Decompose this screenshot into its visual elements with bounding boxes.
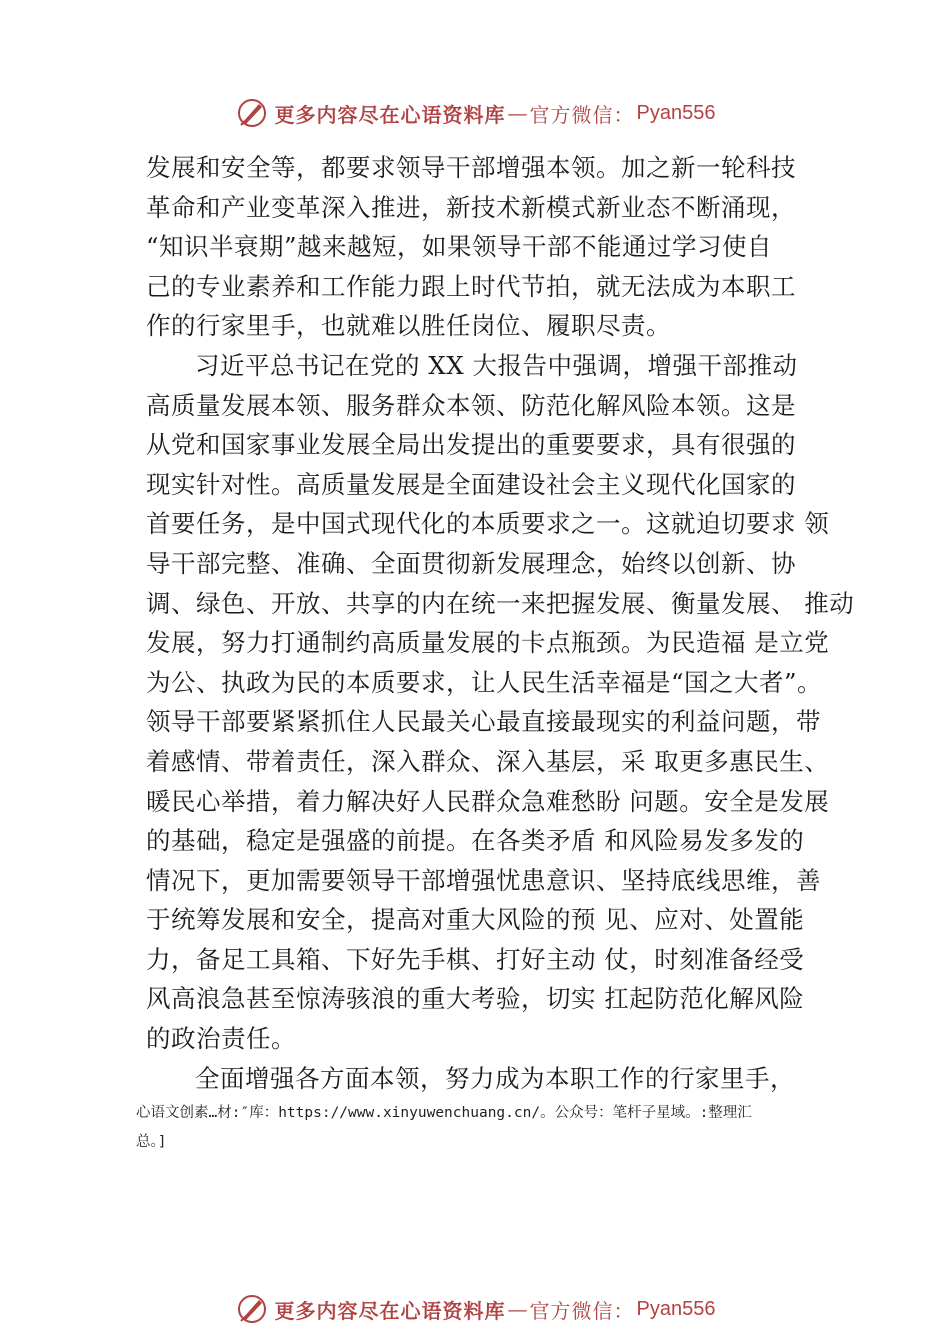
text-line: 的基础，稳定是强盛的前提。在各类矛盾 和风险易发多发的	[146, 826, 805, 856]
header-banner	[0, 93, 950, 133]
text-line: “知识半衰期”越来越短，如果领导干部不能通过学习使自	[146, 232, 773, 262]
paragraph-start-line: 全面增强各方面本领，努力成为本职工作的行家里手，	[195, 1063, 795, 1093]
banner-wechat-id: Pyan556	[636, 101, 716, 124]
text-line: 现实针对性。高质量发展是全面建设社会主义现代化国家的	[146, 469, 796, 499]
text-line: 高质量发展本领、服务群众本领、防范化解风险本领。这是	[146, 390, 796, 420]
text-line: 首要任务，是中国式现代化的本质要求之一。这就迫切要求 领	[146, 509, 830, 539]
text-line: 于统筹发展和安全，提高对重大风险的预 见、应对、处置能	[146, 905, 805, 935]
text-line: 己的专业素养和工作能力跟上时代节拍，就无法成为本职工	[146, 271, 796, 301]
source-note-line: 心语文创素…材:″库：https://www.xinyuwenchuang.cn/。公众号：笔杆子星域。:整理汇	[136, 1105, 752, 1121]
footer-banner	[0, 1289, 950, 1329]
banner-separator: —	[507, 1297, 528, 1321]
text-line: 革命和产业变革深入推进，新技术新模式新业态不断涌现，	[146, 192, 796, 222]
banner-wechat-id: Pyan556	[636, 1297, 716, 1320]
banner-text: 更多内容尽在心语资料库	[274, 102, 506, 127]
text-line: 为公、执政为民的本质要求，让人民生活幸福是“国之大者”。	[146, 667, 823, 697]
text-line: 的政治责任。	[146, 1024, 296, 1054]
banner-text: 更多内容尽在心语资料库	[274, 1298, 506, 1323]
text-line: 风高浪急甚至惊涛骇浪的重大考验，切实 扛起防范化解风险	[146, 984, 805, 1014]
banner-wechat-label: 官方微信：	[529, 1298, 635, 1323]
text-line: 调、绿色、开放、共享的内在统一来把握发展、衡量发展、 推动	[146, 588, 855, 618]
quill-logo-icon	[235, 96, 269, 130]
source-note	[136, 1099, 836, 1157]
text-line: 领导干部要紧紧抓住人民最关心最直接最现实的利益问题，带	[146, 707, 821, 737]
paragraph-start-line: 习近平总书记在党的 XX 大报告中强调，增强干部推动	[195, 350, 798, 380]
text-line: 从党和国家事业发展全局出发提出的重要要求，具有很强的	[146, 430, 796, 460]
banner-wechat-label: 官方微信：	[529, 102, 635, 127]
text-line: 导干部完整、准确、全面贯彻新发展理念，始终以创新、协	[146, 548, 796, 578]
text-line: 情况下，更加需要领导干部增强忧患意识、坚持底线思维，善	[146, 865, 821, 895]
quill-logo-icon	[235, 1292, 269, 1326]
source-note-line: 总。]	[136, 1134, 167, 1150]
document-body	[146, 148, 855, 1098]
text-line: 作的行家里手，也就难以胜任岗位、履职尽责。	[146, 311, 671, 341]
text-line: 发展和安全等，都要求领导干部增强本领。加之新一轮科技	[146, 153, 796, 182]
text-line: 发展，努力打通制约高质量发展的卡点瓶颈。为民造福 是立党	[146, 628, 830, 658]
banner-separator: —	[507, 101, 528, 125]
text-line: 力，备足工具箱、下好先手棋、打好主动 仗，时刻准备经受	[146, 944, 805, 974]
text-line: 着感情、带着责任，深入群众、深入基层，采 取更多惠民生、	[146, 746, 830, 776]
text-line: 暖民心举措，着力解决好人民群众急难愁盼 问题。安全是发展	[146, 786, 830, 816]
